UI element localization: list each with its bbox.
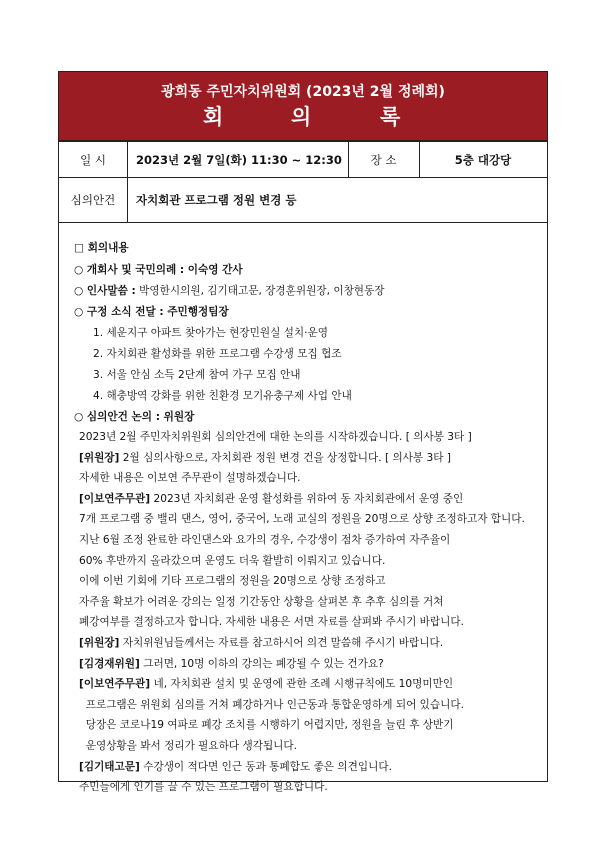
news-item-2: 2. 자치회관 활성화를 위한 프로그램 수강생 모집 협조 xyxy=(93,348,342,360)
transcript-text: 이에 이번 기회에 기타 프로그램의 정원을 20명으로 상향 조정하고 xyxy=(79,575,386,588)
transcript-text: 프로그램은 위원회 심의를 거쳐 폐강하거나 인근동과 통합운영하게 되어 있습니다. xyxy=(79,698,464,711)
transcript-text: 지난 6월 조정 완료한 라인댄스와 요가의 경우, 수강생이 점차 증가하여 자주율이 xyxy=(79,534,451,546)
title-char-1: 회 xyxy=(203,105,224,129)
transcript-text: 60% 후반까지 올라갔으며 운영도 더욱 활발히 이뤄지고 있습니다. xyxy=(79,554,386,567)
place-label: 장 소 xyxy=(370,152,397,167)
transcript-line xyxy=(79,428,547,446)
transcript-line xyxy=(79,531,547,549)
section-title: □ 회의내용 xyxy=(74,242,129,254)
transcript-line xyxy=(79,552,547,570)
news-title: ○ 구정 소식 전달 : 주민행정팀장 xyxy=(74,306,229,318)
news-item-4: 4. 해충방역 강화를 위한 친환경 모기유충구제 사업 안내 xyxy=(93,390,352,402)
transcript-text: 수강생이 적다면 인근 동과 통폐합도 좋은 의견입니다. xyxy=(139,760,392,773)
header-subtitle: 광희동 주민자치위원회 (2023년 2월 정례회) xyxy=(161,84,445,100)
speaker-label: [위원장] xyxy=(79,637,120,649)
agenda-value: 자치회관 프로그램 정원 변경 등 xyxy=(136,193,297,207)
discussion-title: ○ 심의안건 논의 : 위원장 xyxy=(74,411,195,423)
header-title xyxy=(59,104,547,130)
transcript-line xyxy=(79,572,547,590)
transcript-line xyxy=(79,469,547,487)
transcript-line xyxy=(79,716,547,734)
news-item-3: 3. 서울 안심 소득 2단계 참여 가구 모집 안내 xyxy=(93,369,301,381)
greeting-value: 박영한시의원, 김기태고문, 장경훈위원장, 이창현동장 xyxy=(135,285,385,297)
opening-line: ○ 개회사 및 국민의례 : 이숙영 간사 xyxy=(74,264,243,276)
agenda-row xyxy=(58,177,548,223)
transcript-line xyxy=(79,634,547,652)
minutes-header xyxy=(58,71,548,141)
greeting-line xyxy=(74,282,547,300)
transcript-text: 주민들에게 인기를 끌 수 있는 프로그램이 필요합니다. xyxy=(79,781,328,794)
transcript-line xyxy=(79,593,547,611)
title-char-3: 록 xyxy=(380,105,401,129)
transcript-line xyxy=(79,490,547,508)
transcript-line xyxy=(79,696,547,714)
speaker-label: [위원장] xyxy=(79,451,120,464)
speaker-label: [이보연주무관] xyxy=(79,678,151,691)
date-label: 일 시 xyxy=(80,152,106,167)
speaker-label: [김경재위원] xyxy=(79,657,140,670)
transcript-text: 2023년 2월 주민자치위원회 심의안건에 대한 논의를 시작하겠습니다. [ 의사봉 3타 ] xyxy=(79,431,472,443)
agenda-label: 심의안건 xyxy=(70,193,116,207)
transcript-line xyxy=(79,655,547,673)
transcript-text: 네, 자치회관 설치 및 운영에 관한 조례 시행규칙에도 10명미만인 xyxy=(150,678,454,691)
speaker-label: [김기태고문] xyxy=(79,760,140,773)
transcript-line xyxy=(79,758,547,776)
transcript-text: 2월 심의사항으로, 자치회관 정원 변경 건을 상정합니다. [ 의사봉 3타 ] xyxy=(119,451,451,464)
transcript-text: 운영상황을 봐서 정리가 필요하다 생각됩니다. xyxy=(79,740,298,752)
greeting-label: ○ 인사말씀 : xyxy=(74,285,136,297)
transcript-text: 그러면, 10명 이하의 강의는 폐강될 수 있는 건가요? xyxy=(139,657,384,670)
title-char-2: 의 xyxy=(291,105,312,129)
transcript-text: 당장은 코로나19 여파로 폐강 조치를 시행하기 어렵지만, 정원을 늘린 후 상반기 xyxy=(79,719,454,732)
date-value: 2023년 2월 7일(화) 11:30 ~ 12:30 xyxy=(136,152,342,167)
news-item-1: 1. 세운지구 아파트 찾아가는 현장민원실 설치·운영 xyxy=(93,327,328,339)
transcript-text: 폐강여부를 결정하고자 합니다. 자세한 내용은 서면 자료를 살펴봐 주시기 바랍니다. xyxy=(79,616,464,629)
transcript-line xyxy=(79,675,547,693)
transcript-text: 2023년 자치회관 운영 활성화를 위하여 동 자치회관에서 운영 중인 xyxy=(150,492,464,505)
transcript-line xyxy=(79,737,547,755)
date-place-row xyxy=(58,141,548,178)
transcript-text: 자주율 확보가 어려운 강의는 일정 기간동안 상황을 살펴본 후 추후 심의를 거쳐 xyxy=(79,595,444,608)
transcript-text: 자치위원님들께서는 자료를 참고하시어 의견 말씀해 주시기 바랍니다. xyxy=(119,637,444,649)
place-value: 5층 대강당 xyxy=(454,152,512,167)
transcript-text: 자세한 내용은 이보연 주무관이 설명하겠습니다. xyxy=(79,472,301,485)
minutes-body xyxy=(58,222,548,794)
transcript-line xyxy=(79,510,547,528)
transcript-line xyxy=(79,449,547,467)
speaker-label: [이보연주무관] xyxy=(79,492,151,505)
transcript-line xyxy=(79,778,547,796)
transcript-line xyxy=(79,613,547,631)
transcript-text: 7개 프로그램 중 밸리 댄스, 영어, 중국어, 노래 교실의 정원을 20명으로 상향 조정하고자 합니다. xyxy=(79,513,525,526)
